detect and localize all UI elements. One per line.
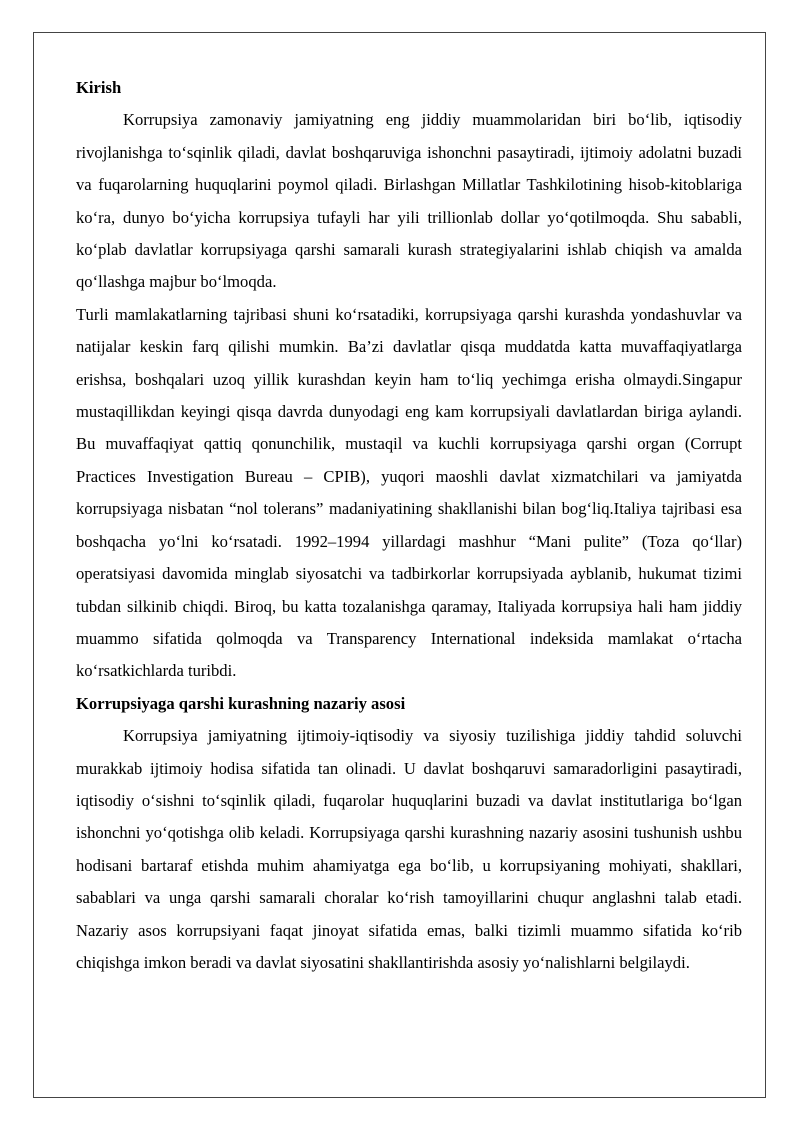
paragraph-experience: Turli mamlakatlarning tajribasi shuni ko‘rsatadiki, korrupsiyaga qarshi kurashda yondashuvlar va natijalar keskin farq qilishi mumkin. Ba’zi davlatlar qisqa muddatda katta muvaffaqiyatlarga erishsa, boshqalari uzoq yillik kurashdan keyin ham to‘liq yechimga erisha olmaydi.Singapur mustaqillikdan keyingi qisqa davrda dunyodagi eng kam korrupsiyali davlatlardan biriga aylandi. Bu muvaffaqiyat qattiq qonunchilik, mustaqil va kuchli korrupsiyaga qarshi organ (Corrupt Practices Investigation Bureau – CPIB), yuqori maoshli davlat xizmatchilari va jamiyatda korrupsiyaga nisbatan “nol tolerans” madaniyatining shakllanishi bilan bog‘liq.Italiya tajribasi esa boshqacha yo‘lni ko‘rsatadi. 1992–1994 yillardagi mashhur “Mani pulite” (Toza qo‘llar) operatsiyasi davomida minglab siyosatchi va tadbirkorlar korrupsiyada ayblanib, hukumat tizimi tubdan silkinib chiqdi. Biroq, bu katta tozalanishga qaramay, Italiyada korrupsiya hali ham jiddiy muammo sifatida qolmoqda va Transparency International indeksida mamlakat o‘rtacha ko‘rsatkichlarda turibdi. (76, 304, 742, 681)
section-heading-theory: Korrupsiyaga qarshi kurashning nazariy asosi (76, 693, 406, 713)
paragraph-intro: Korrupsiya zamonaviy jamiyatning eng jiddiy muammolaridan biri bo‘lib, iqtisodiy rivojlanishga to‘sqinlik qiladi, davlat boshqaruviga ishonchni pasaytiradi, ijtimoiy adolatni buzadi va fuqarolarning huquqlarini poymol qiladi. Birlashgan Millatlar Tashkilotining hisob-kitoblariga ko‘ra, dunyo bo‘yicha korrupsiya tufayli har yili trillionlab dollar yo‘qotilmoqda. Shu sababli, ko‘plab davlatlar korrupsiyaga qarshi samarali kurash strategiyalarini ishlab chiqish va amalda qo‘llashga majbur bo‘lmoqda. (76, 110, 742, 292)
paragraph-theory: Korrupsiya jamiyatning ijtimoiy-iqtisodiy va siyosiy tuzilishiga jiddiy tahdid soluvchi murakkab ijtimoiy hodisa sifatida tan olinadi. U davlat boshqaruvi samaradorligini pasaytiradi, iqtisodiy o‘sishni to‘sqinlik qiladi, fuqarolar huquqlarini buzadi va davlat institutlariga bo‘lgan ishonchni yo‘qotishga olib keladi. Korrupsiyaga qarshi kurashning nazariy asosini tushunish ushbu hodisani bartaraf etishda muhim ahamiyatga ega bo‘lib, u korrupsiyaning mohiyati, shakllari, sabablari va unga qarshi samarali choralar ko‘rish tamoyillarini chuqur anglashni talab etadi. Nazariy asos korrupsiyani faqat jinoyat sifatida emas, balki tizimli muammo sifatida ko‘rib chiqishga imkon beradi va davlat siyosatini shakllantirishda asosiy yo‘nalishlarni belgilaydi. (76, 726, 742, 972)
document-body (76, 72, 742, 979)
section-heading-intro: Kirish (76, 78, 122, 97)
